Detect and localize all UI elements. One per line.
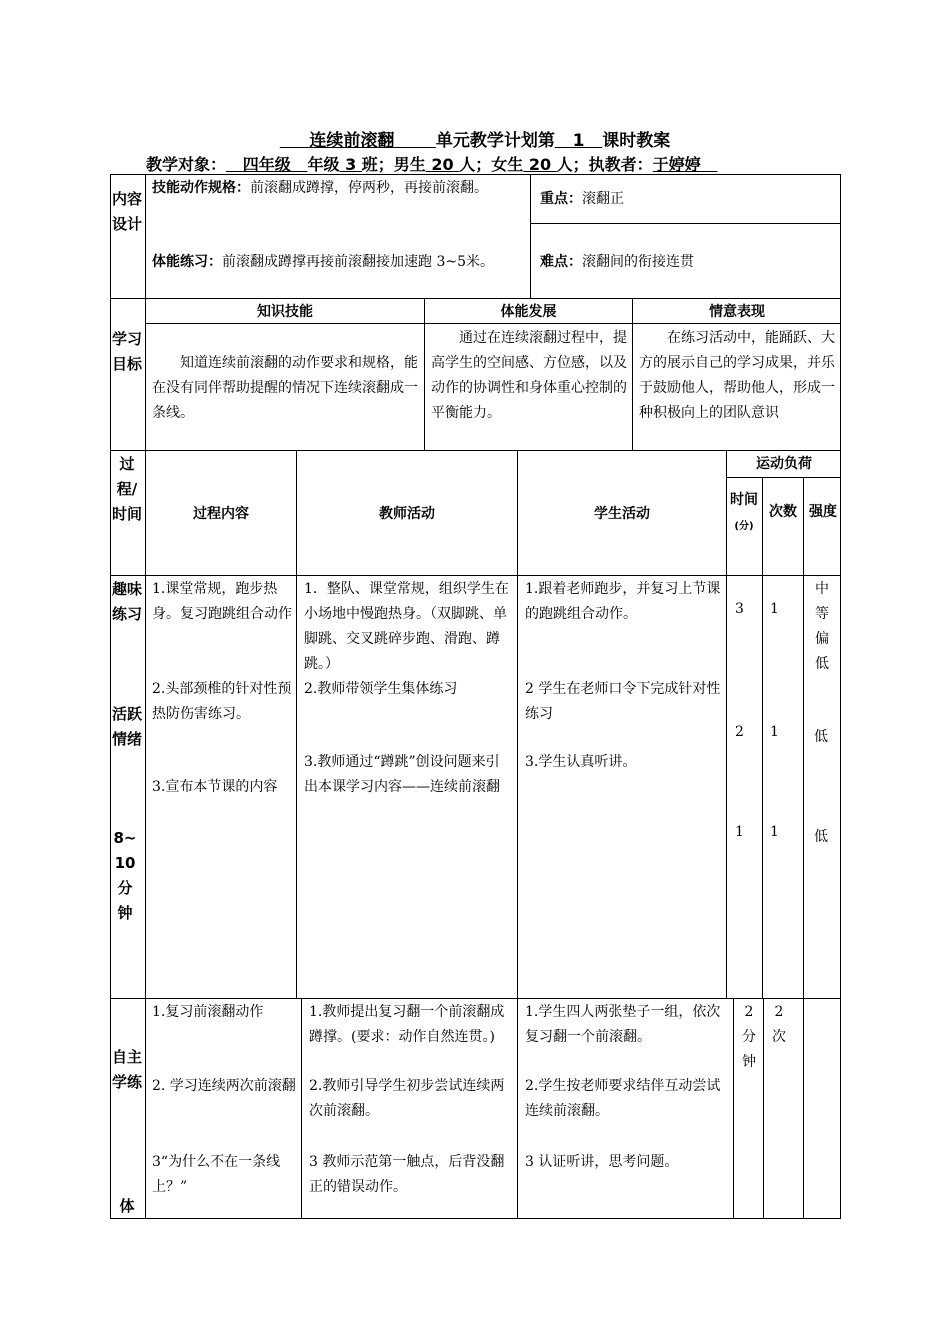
objective-fitness-head: 体能发展 [500, 304, 557, 320]
section1-teacher-1: 1．整队、课堂常规，组织学生在小场地中慢跑热身。（双脚跳、单脚跳、交叉跳碎步跑、滑跑、蹲跳。） [304, 581, 509, 672]
section1-time-3: 1 [735, 824, 744, 840]
objectives-label: 学习目标 [112, 330, 143, 373]
section1-count-1: 1 [770, 601, 779, 617]
section1-label-b: 活跃情绪 [112, 705, 143, 748]
sub-label: 教学对象： [146, 155, 227, 174]
section1-student-3: 3.学生认真听讲。 [525, 754, 637, 770]
section2-label-b: 体 [119, 1197, 135, 1215]
subtitle [146, 152, 717, 175]
section1-student-2: 2 学生在老师口令下完成针对性练习 [525, 681, 721, 722]
fitness-text: 前滚翻成蹲撑再接前滚翻接加速跑 3~5米。 [222, 254, 494, 270]
load-head: 运动负荷 [756, 456, 812, 472]
section1-intensity-3: 低 [814, 829, 828, 845]
difficulty-label: 难点： [540, 254, 582, 270]
skill-text: 前滚翻成蹲撑，停两秒，再接前滚翻。 [250, 180, 488, 196]
skill-label: 技能动作规格： [152, 180, 250, 196]
difficulty-point [540, 250, 830, 275]
sub-grade: 四年级 [242, 155, 291, 174]
section2-student-3: 3 认证听讲，思考问题。 [525, 1154, 679, 1170]
section1-label-a: 趣味练习 [112, 580, 143, 623]
key-label: 重点： [540, 191, 582, 207]
section1-time-1: 3 [735, 601, 744, 617]
page-title [0, 126, 950, 151]
section2-content-3: 3“为什么不在一条线上？” [152, 1154, 281, 1195]
section2-student-2: 2.学生按老师要求结伴互动尝试连续前滚翻。 [525, 1078, 721, 1119]
objective-fitness-text: 通过在连续滚翻过程中，提高学生的空间感、方位感，以及动作的协调性和身体重心控制的平衡能力。 [431, 330, 627, 421]
section1-count-3: 1 [770, 824, 779, 840]
section1-student-1: 1.跟着老师跑步，并复习上节课的跑跳组合动作。 [525, 581, 721, 622]
section2-teacher-3: 3 教师示范第一触点，后背没翻正的错误动作。 [309, 1154, 505, 1195]
sub-grade-word: 年级 [307, 155, 340, 174]
sub-class-word: 班；男生 [361, 155, 426, 174]
objective-affect-head: 情意表现 [709, 304, 765, 320]
sub-class: 3 [345, 155, 357, 174]
section2-teacher-1: 1.教师提出复习翻一个前滚翻成蹲撑。(要求：动作自然连贯。) [309, 1004, 505, 1045]
process-content-head: 过程内容 [193, 506, 249, 522]
section1-content-2: 2.头部颈椎的针对性预热防伤害练习。 [152, 681, 292, 722]
objective-knowledge-text: 知道连续前滚翻的动作要求和规格，能在没有同伴帮助提醒的情况下连续滚翻成一条线。 [152, 355, 418, 421]
time-head: 时间 (分) [730, 492, 758, 532]
sub-teacher: 于婷婷 [652, 155, 701, 174]
teacher-activity-head: 教师活动 [379, 506, 435, 522]
objective-affect-text: 在练习活动中，能踊跃、大方的展示自己的学习成果，并乐于鼓励他人，帮助他人，形成一种积极向上的团队意识 [639, 330, 835, 421]
section2-time-1: 2分钟 [742, 1004, 756, 1070]
section1-label-c: 8~10分钟 [113, 829, 137, 922]
section1-count-2: 1 [770, 724, 779, 740]
section1-time-2: 2 [735, 724, 744, 740]
section1-intensity-1: 中等偏低 [815, 581, 829, 672]
sub-boys-word: 人；女生 [459, 155, 524, 174]
fitness-practice [152, 250, 524, 275]
section2-count-1: 2次 [772, 1004, 786, 1045]
skill-spec [152, 176, 524, 201]
process-time-label: 过程/时间 [112, 455, 143, 523]
intensity-head: 强度 [809, 504, 837, 520]
section1-teacher-2: 2.教师带领学生集体练习 [304, 681, 458, 697]
title-mid: 单元教学计划第 [435, 131, 555, 151]
section1-content-3: 3.宣布本节课的内容 [152, 779, 278, 795]
title-end: 课时教案 [602, 131, 671, 151]
title-num: 1 [572, 131, 585, 151]
section2-teacher-2: 2.教师引导学生初步尝试连续两次前滚翻。 [309, 1078, 505, 1119]
fitness-label: 体能练习： [152, 254, 222, 270]
section2-student-1: 1.学生四人两张垫子一组，依次复习翻一个前滚翻。 [525, 1004, 721, 1045]
content-design-label: 内容设计 [112, 190, 143, 233]
sub-girls: 20 [528, 155, 552, 174]
title-topic: 连续前滚翻 [309, 131, 395, 151]
section1-teacher-3: 3.教师通过“蹲跳”创设问题来引出本课学习内容——连续前滚翻 [304, 754, 500, 795]
section2-label-a: 自主学练 [112, 1048, 143, 1091]
objective-knowledge-head: 知识技能 [257, 304, 313, 320]
student-activity-head: 学生活动 [594, 506, 650, 522]
count-head: 次数 [769, 504, 797, 520]
key-text: 滚翻正 [582, 191, 624, 207]
section1-intensity-2: 低 [814, 729, 828, 745]
difficulty-text: 滚翻间的衔接连贯 [582, 254, 694, 270]
key-point [540, 187, 830, 212]
section1-content-1: 1.课堂常规，跑步热身。复习跑跳组合动作 [152, 581, 292, 622]
section2-content-1: 1.复习前滚翻动作 [152, 1004, 264, 1020]
sub-boys: 20 [431, 155, 454, 174]
sub-girls-word: 人；执教者： [556, 155, 653, 174]
section2-content-2: 2. 学习连续两次前滚翻 [152, 1078, 296, 1094]
time-unit: (分) [734, 521, 754, 532]
